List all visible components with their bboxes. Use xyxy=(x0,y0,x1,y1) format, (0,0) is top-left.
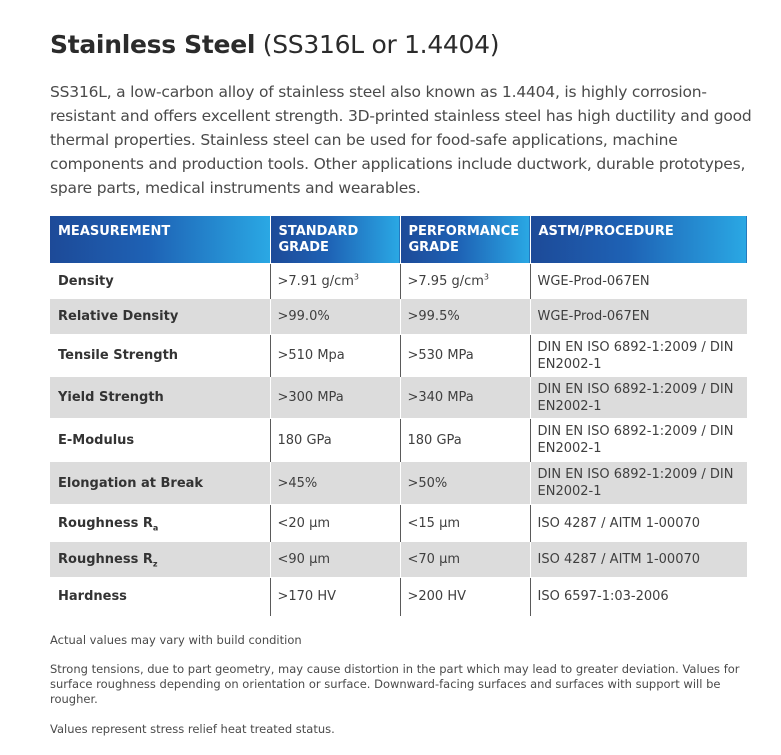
cell-standard: >99.0% xyxy=(270,299,400,335)
specs-table xyxy=(50,216,747,616)
cell-measurement: Hardness xyxy=(50,578,270,616)
cell-procedure: DIN EN ISO 6892-1:2009 / DIN EN2002-1 xyxy=(530,419,747,462)
cell-measurement-sub: z xyxy=(152,559,158,569)
cell-standard xyxy=(270,264,400,299)
cell-procedure: DIN EN ISO 6892-1:2009 / DIN EN2002-1 xyxy=(530,335,747,377)
cell-standard: <20 µm xyxy=(270,505,400,542)
cell-procedure: ISO 6597-1:03-2006 xyxy=(530,578,747,616)
cell-performance-value: >7.95 g/cm xyxy=(407,273,484,289)
cell-measurement: Tensile Strength xyxy=(50,335,270,377)
table-row xyxy=(50,505,747,542)
cell-performance: >200 HV xyxy=(400,578,530,616)
table-row xyxy=(50,542,747,578)
header-procedure: ASTM/PROCEDURE xyxy=(530,216,747,264)
table-row xyxy=(50,462,747,505)
cell-measurement: Density xyxy=(50,264,270,299)
note-heat-treatment: Values represent stress relief heat treated status. xyxy=(50,722,335,736)
page-title xyxy=(50,30,499,59)
cell-standard: >510 Mpa xyxy=(270,335,400,377)
cell-measurement xyxy=(50,505,270,542)
cell-procedure: ISO 4287 / AITM 1-00070 xyxy=(530,542,747,578)
cell-procedure: WGE-Prod-067EN xyxy=(530,264,747,299)
cell-standard-value: >7.91 g/cm xyxy=(277,273,354,289)
cell-procedure: ISO 4287 / AITM 1-00070 xyxy=(530,505,747,542)
table-row xyxy=(50,264,747,299)
cell-measurement xyxy=(50,542,270,578)
cell-performance: >99.5% xyxy=(400,299,530,335)
table-row xyxy=(50,419,747,462)
title-rest: (SS316L or 1.4404) xyxy=(255,30,500,59)
cell-procedure: DIN EN ISO 6892-1:2009 / DIN EN2002-1 xyxy=(530,377,747,419)
cell-performance: >340 MPa xyxy=(400,377,530,419)
cell-performance: >50% xyxy=(400,462,530,505)
cell-measurement-value: Roughness R xyxy=(58,515,153,531)
cell-standard: 180 GPa xyxy=(270,419,400,462)
cell-performance: 180 GPa xyxy=(400,419,530,462)
cell-performance-sup: 3 xyxy=(483,272,490,282)
table-row xyxy=(50,578,747,616)
table-row xyxy=(50,335,747,377)
table-row xyxy=(50,299,747,335)
cell-standard: >300 MPa xyxy=(270,377,400,419)
header-performance-grade: PERFORMANCE GRADE xyxy=(400,216,530,264)
note-distortion: Strong tensions, due to part geometry, may cause distortion in the part which may lead to greater deviation. Values for surface roughness depending on orientation or surface. Downward-facing surfaces and surfaces with support will be rougher. xyxy=(50,662,740,706)
table-header-row xyxy=(50,216,747,264)
cell-measurement-value: Roughness R xyxy=(58,552,153,567)
cell-performance: <15 µm xyxy=(400,505,530,542)
cell-measurement: Yield Strength xyxy=(50,377,270,419)
cell-measurement: Elongation at Break xyxy=(50,462,270,505)
note-build-condition: Actual values may vary with build condition xyxy=(50,633,302,647)
intro-paragraph: SS316L, a low-carbon alloy of stainless steel also known as 1.4404, is highly corrosion-resistant and offers excellent strength. 3D-printed stainless steel has high ductility and good thermal properties. Stainless steel can be used for food-safe applications, machine components and production tools. Other applications include ductwork, durable prototypes, spare parts, medical instruments and wearables. xyxy=(50,83,752,197)
cell-procedure: DIN EN ISO 6892-1:2009 / DIN EN2002-1 xyxy=(530,462,747,505)
cell-performance xyxy=(400,264,530,299)
cell-procedure: WGE-Prod-067EN xyxy=(530,299,747,335)
title-bold: Stainless Steel xyxy=(50,30,256,59)
cell-standard-sup: 3 xyxy=(353,272,360,282)
cell-standard: >170 HV xyxy=(270,578,400,616)
cell-measurement: Relative Density xyxy=(50,299,270,335)
cell-measurement: E-Modulus xyxy=(50,419,270,462)
header-standard-grade: STANDARD GRADE xyxy=(270,216,400,264)
cell-performance: <70 µm xyxy=(400,542,530,578)
cell-measurement-sub: a xyxy=(152,523,159,533)
cell-standard: >45% xyxy=(270,462,400,505)
cell-performance: >530 MPa xyxy=(400,335,530,377)
header-measurement: MEASUREMENT xyxy=(50,216,270,264)
cell-standard: <90 µm xyxy=(270,542,400,578)
table-row xyxy=(50,377,747,419)
